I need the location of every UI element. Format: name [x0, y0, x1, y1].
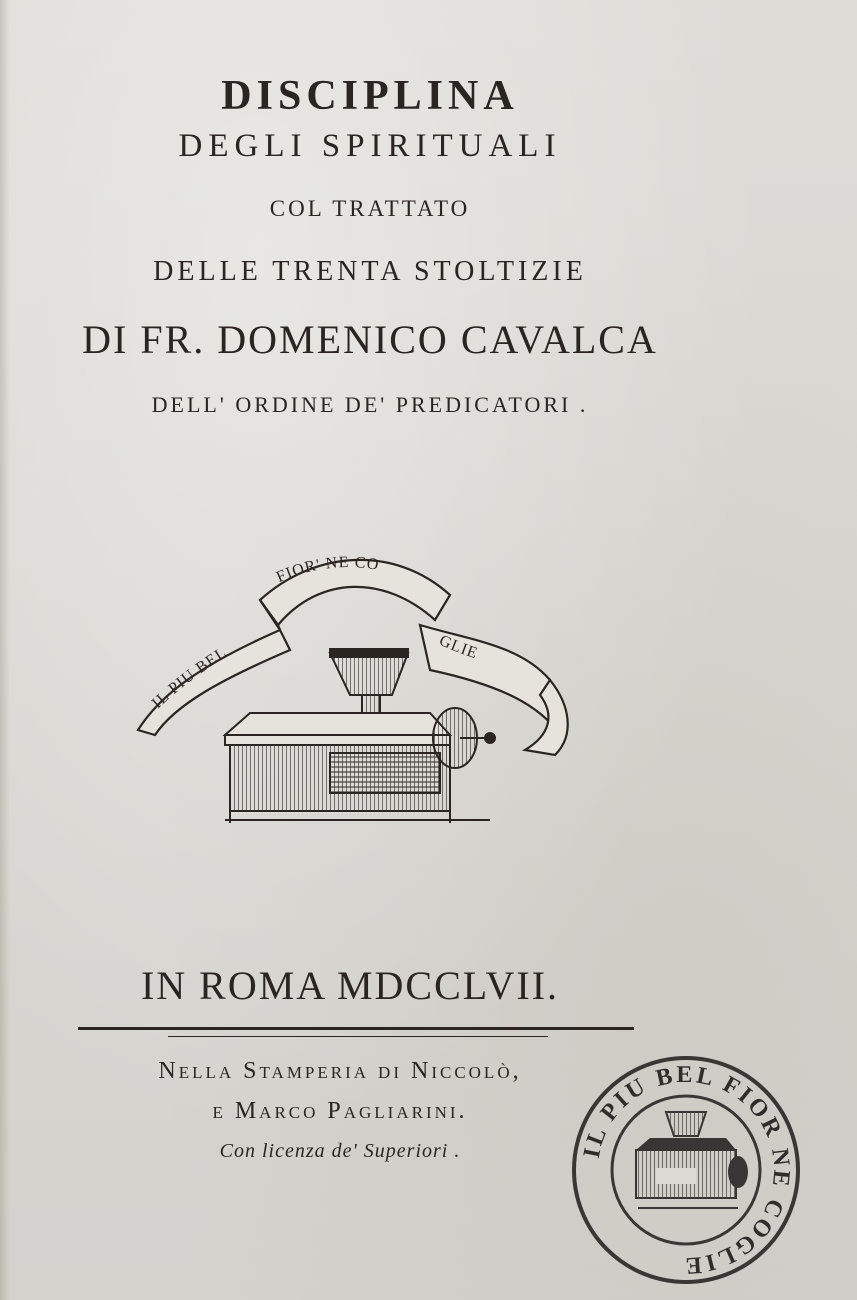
publisher-line-2: e Marco Pagliarini.	[212, 1098, 468, 1124]
license-line: Con licenza de' Superiori .	[219, 1140, 461, 1162]
stamp-machine-icon	[636, 1112, 748, 1208]
printers-mark	[130, 545, 580, 835]
publisher-line-1: Nella Stamperia di Niccolò,	[158, 1058, 522, 1084]
stamp-text: IL PIU BEL FIOR NE COGLIE	[578, 1061, 795, 1279]
ribbon-text-left: IL PIU BEL	[148, 644, 231, 712]
imprint-rule-thick	[78, 1027, 634, 1030]
order-line: DELL' ORDINE DE' PREDICATORI .	[151, 392, 589, 417]
library-stamp	[566, 1050, 806, 1290]
title-line-4: DELLE TRENTA STOLTIZIE	[153, 256, 587, 287]
ribbon-text-top: FIOR' NE CO	[273, 554, 381, 587]
imprint-rule-thin	[168, 1036, 548, 1037]
ribbon-text-right: GLIE	[436, 632, 481, 663]
title-line-2: DEGLI SPIRITUALI	[178, 128, 562, 164]
title-line-3: COL TRATTATO	[269, 196, 471, 221]
imprint-place-date: IN ROMA MDCCLVII.	[140, 963, 560, 1008]
title-line-1: DISCIPLINA	[221, 73, 519, 119]
page-spine-shadow	[0, 0, 10, 1300]
author-line: DI FR. DOMENICO CAVALCA	[82, 317, 658, 362]
